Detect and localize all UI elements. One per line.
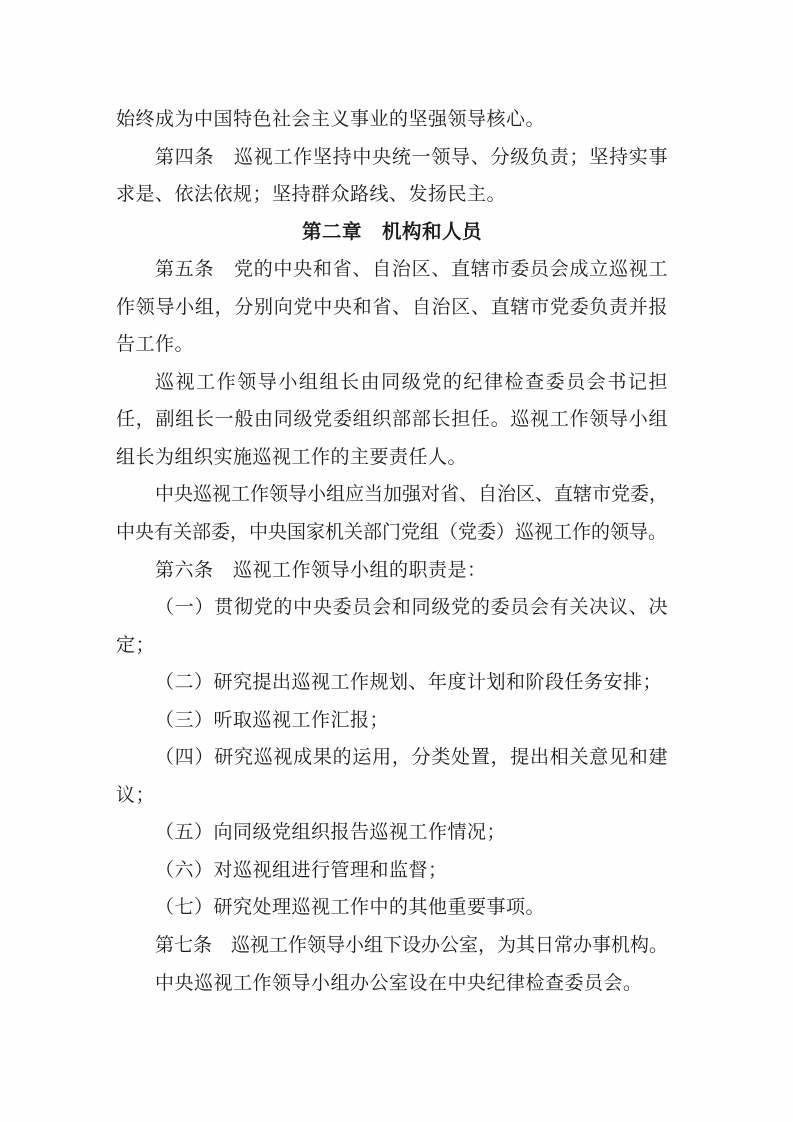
text-line: 定；: [116, 634, 156, 656]
text-line: 组长为组织实施巡视工作的主要责任人。: [116, 446, 468, 468]
text-line: 第六条 巡视工作领导小组的职责是：: [155, 559, 487, 581]
text-line: 第七条 巡视工作领导小组下设办公室，为其日常办事机构。: [155, 935, 669, 957]
text-line: 中央有关部委，中央国家机关部门党组（党委）巡视工作的领导。: [116, 522, 668, 544]
text-line: 任，副组长一般由同级党委组织部部长担任。巡视工作领导小组: [116, 409, 668, 431]
text-line: （六）对巡视组进行管理和监督；: [155, 859, 448, 881]
text-line: 始终成为中国特色社会主义事业的坚强领导核心。: [116, 109, 546, 130]
text-line: 作领导小组，分别向党中央和省、自治区、直辖市党委负责并报: [116, 296, 668, 318]
text-line: （二）研究提出巡视工作规划、年度计划和阶段任务安排；: [155, 672, 663, 694]
text-line: 求是、依法依规；坚持群众路线、发扬民主。: [116, 184, 507, 206]
text-line: 巡视工作领导小组组长由同级党的纪律检查委员会书记担: [155, 371, 668, 393]
text-line: 第五条 党的中央和省、自治区、直辖市委员会成立巡视工: [155, 259, 668, 281]
chapter-heading: 第二章 机构和人员: [301, 221, 482, 243]
text-line: （一）贯彻党的中央委员会和同级党的委员会有关决议、决: [155, 597, 668, 619]
text-line: 第四条 巡视工作坚持中央统一领导、分级负责；坚持实事: [155, 146, 668, 168]
text-line: （四）研究巡视成果的运用，分类处置，提出相关意见和建: [155, 747, 668, 769]
text-body: [116, 101, 668, 1002]
text-line: 议；: [116, 784, 156, 806]
text-line: 中央巡视工作领导小组办公室设在中央纪律检查委员会。: [155, 972, 643, 994]
text-line: （七）研究处理巡视工作中的其他重要事项。: [155, 897, 546, 919]
text-line: 中央巡视工作领导小组应当加强对省、自治区、直辖市党委，: [155, 484, 669, 506]
text-line: （五）向同级党组织报告巡视工作情况；: [155, 822, 507, 844]
text-line: 告工作。: [116, 334, 195, 356]
text-line: （三）听取巡视工作汇报；: [155, 709, 390, 731]
